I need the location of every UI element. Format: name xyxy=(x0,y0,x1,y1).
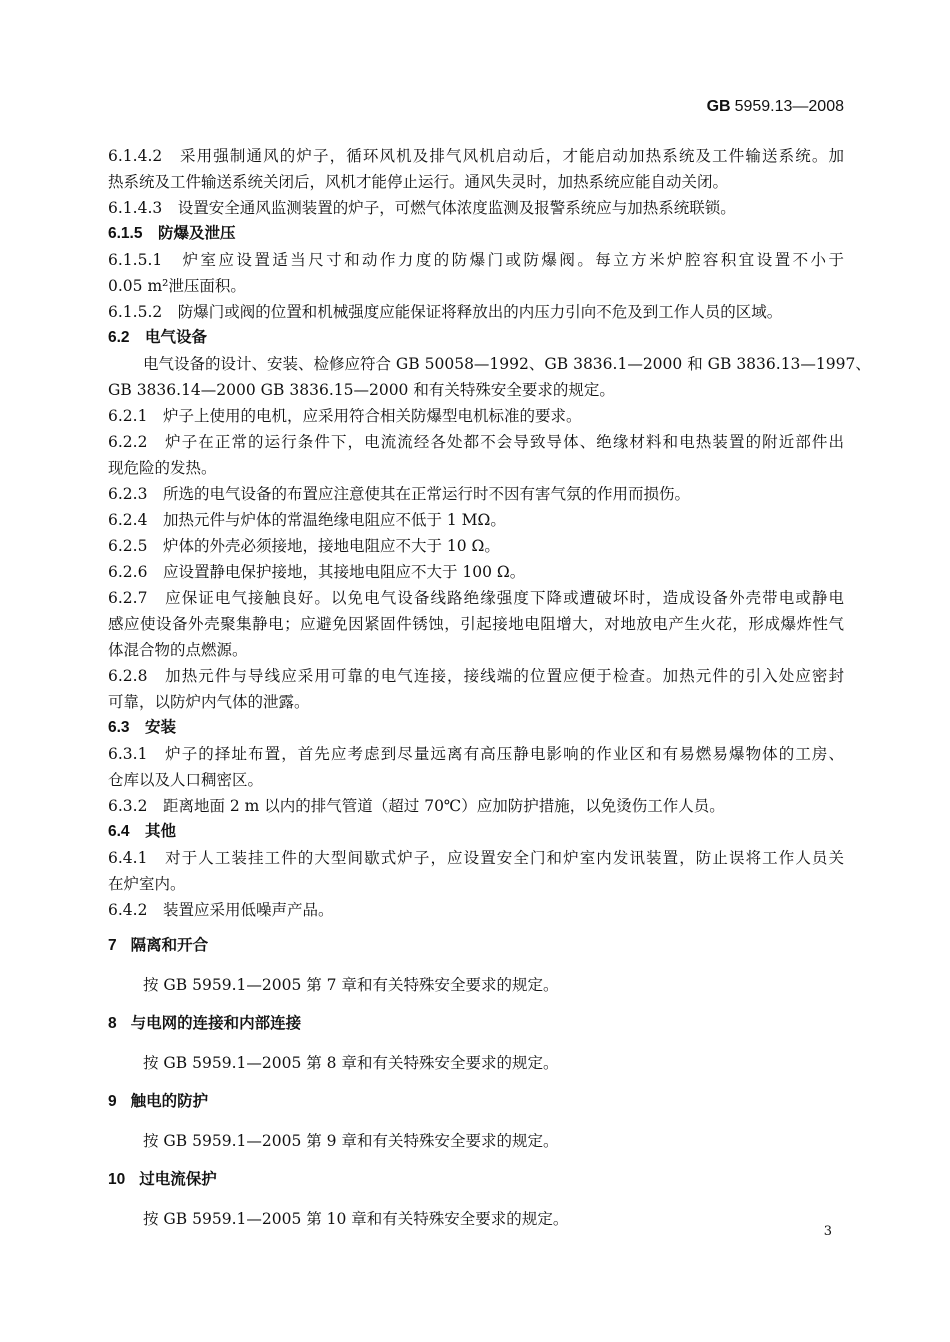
section-body: 按 GB 5959.1—2005 第 7 章和有关特殊安全要求的规定。 xyxy=(143,976,559,994)
text-line: 6.3.1 炉子的择址布置，首先应考虑到尽量远离有高压静电影响的作业区和有易燃易爆物体的工房、 xyxy=(108,745,844,763)
text-line: 6.2.5 炉体的外壳必须接地，接地电阻应不大于 10 Ω。 xyxy=(108,537,500,555)
section-title: 与电网的连接和内部连接 xyxy=(130,1015,302,1032)
text-line: 现危险的发热。 xyxy=(108,459,217,477)
clause-heading: 6.4 其他 xyxy=(108,823,177,840)
standard-header xyxy=(707,98,844,116)
section-body: 按 GB 5959.1—2005 第 8 章和有关特殊安全要求的规定。 xyxy=(143,1054,559,1072)
text-line: 6.2.4 加热元件与炉体的常温绝缘电阻应不低于 1 MΩ。 xyxy=(108,511,506,529)
section-number: 10 xyxy=(108,1171,126,1188)
text-line: GB 3836.14—2000 GB 3836.15—2000 和有关特殊安全要求的规定。 xyxy=(108,381,615,399)
section-title: 触电的防护 xyxy=(130,1093,209,1110)
text-line: 6.4.1 对于人工装挂工件的大型间歇式炉子，应设置安全门和炉室内发讯装置，防止误将工作人员关 xyxy=(108,849,844,867)
section-number: 9 xyxy=(108,1093,117,1110)
clause-heading: 6.3 安装 xyxy=(108,719,177,736)
text-line: 6.2.6 应设置静电保护接地，其接地电阻应不大于 100 Ω。 xyxy=(108,563,526,581)
text-line: 感应使设备外壳聚集静电；应避免因紧固件锈蚀，引起接地电阻增大，对地放电产生火花，形成爆炸性气 xyxy=(108,615,844,633)
text-line: 可靠，以防炉内气体的泄露。 xyxy=(108,693,310,711)
standard-prefix: GB xyxy=(706,98,731,115)
text-line: 体混合物的点燃源。 xyxy=(108,641,248,659)
text-line: 6.2.2 炉子在正常的运行条件下，电流流经各处都不会导致导体、绝缘材料和电热装置的附近部件出 xyxy=(108,433,844,451)
section-heading xyxy=(108,1167,844,1193)
section-heading xyxy=(108,1089,844,1115)
text-line: 0.05 m²泄压面积。 xyxy=(108,277,246,295)
section-body: 按 GB 5959.1—2005 第 9 章和有关特殊安全要求的规定。 xyxy=(143,1132,559,1150)
chapter-sections xyxy=(108,933,844,1232)
text-line: 6.1.4.3 设置安全通风监测装置的炉子，可燃气体浓度监测及报警系统应与加热系统联锁。 xyxy=(108,199,736,217)
text-line: 热系统及工件输送系统关闭后，风机才能停止运行。通风失灵时，加热系统应能自动关闭。 xyxy=(108,173,729,191)
text-line: 6.2.7 应保证电气接触良好。以免电气设备线路绝缘强度下降或遭破坏时，造成设备外壳带电或静电 xyxy=(108,589,844,607)
section-body: 按 GB 5959.1—2005 第 10 章和有关特殊安全要求的规定。 xyxy=(143,1210,569,1228)
section-heading xyxy=(108,933,844,959)
section-heading xyxy=(108,1011,844,1037)
clause-lines xyxy=(108,143,871,923)
document-body xyxy=(108,143,871,1245)
text-line: 6.2.1 炉子上使用的电机，应采用符合相关防爆型电机标准的要求。 xyxy=(108,407,582,425)
text-line: 6.2.8 加热元件与导线应采用可靠的电气连接，接线端的位置应便于检查。加热元件的引入处应密封 xyxy=(108,667,844,685)
text-line: 电气设备的设计、安装、检修应符合 GB 50058—1992、GB 3836.1—2000 和 GB 3836.13—1997、 xyxy=(143,355,871,373)
clause-heading: 6.2 电气设备 xyxy=(108,329,208,346)
text-line: 6.4.2 装置应采用低噪声产品。 xyxy=(108,901,334,919)
clause-heading: 6.1.5 防爆及泄压 xyxy=(108,225,236,242)
standard-number: 5959.13—2008 xyxy=(734,98,844,115)
text-line: 6.2.3 所选的电气设备的布置应注意使其在正常运行时不因有害气氛的作用而损伤。 xyxy=(108,485,690,503)
text-line: 6.1.5.1 炉室应设置适当尺寸和动作力度的防爆门或防爆阀。每立方米炉腔容积宜设置不小于 xyxy=(108,251,844,269)
text-line: 仓库以及人口稠密区。 xyxy=(108,771,264,789)
text-line: 6.3.2 距离地面 2 m 以内的排气管道（超过 70℃）应加防护措施，以免烫伤工作人员。 xyxy=(108,797,725,815)
text-line: 6.1.5.2 防爆门或阀的位置和机械强度应能保证将释放出的内压力引向不危及到工作人员的区域。 xyxy=(108,303,783,321)
section-title: 过电流保护 xyxy=(139,1171,217,1188)
text-line: 在炉室内。 xyxy=(108,875,186,893)
page-number: 3 xyxy=(823,1224,832,1239)
section-number: 8 xyxy=(108,1015,117,1032)
section-number: 7 xyxy=(108,937,117,954)
section-title: 隔离和开合 xyxy=(130,937,209,954)
text-line: 6.1.4.2 采用强制通风的炉子，循环风机及排气风机启动后，才能启动加热系统及工件输送系统。加 xyxy=(108,147,844,165)
